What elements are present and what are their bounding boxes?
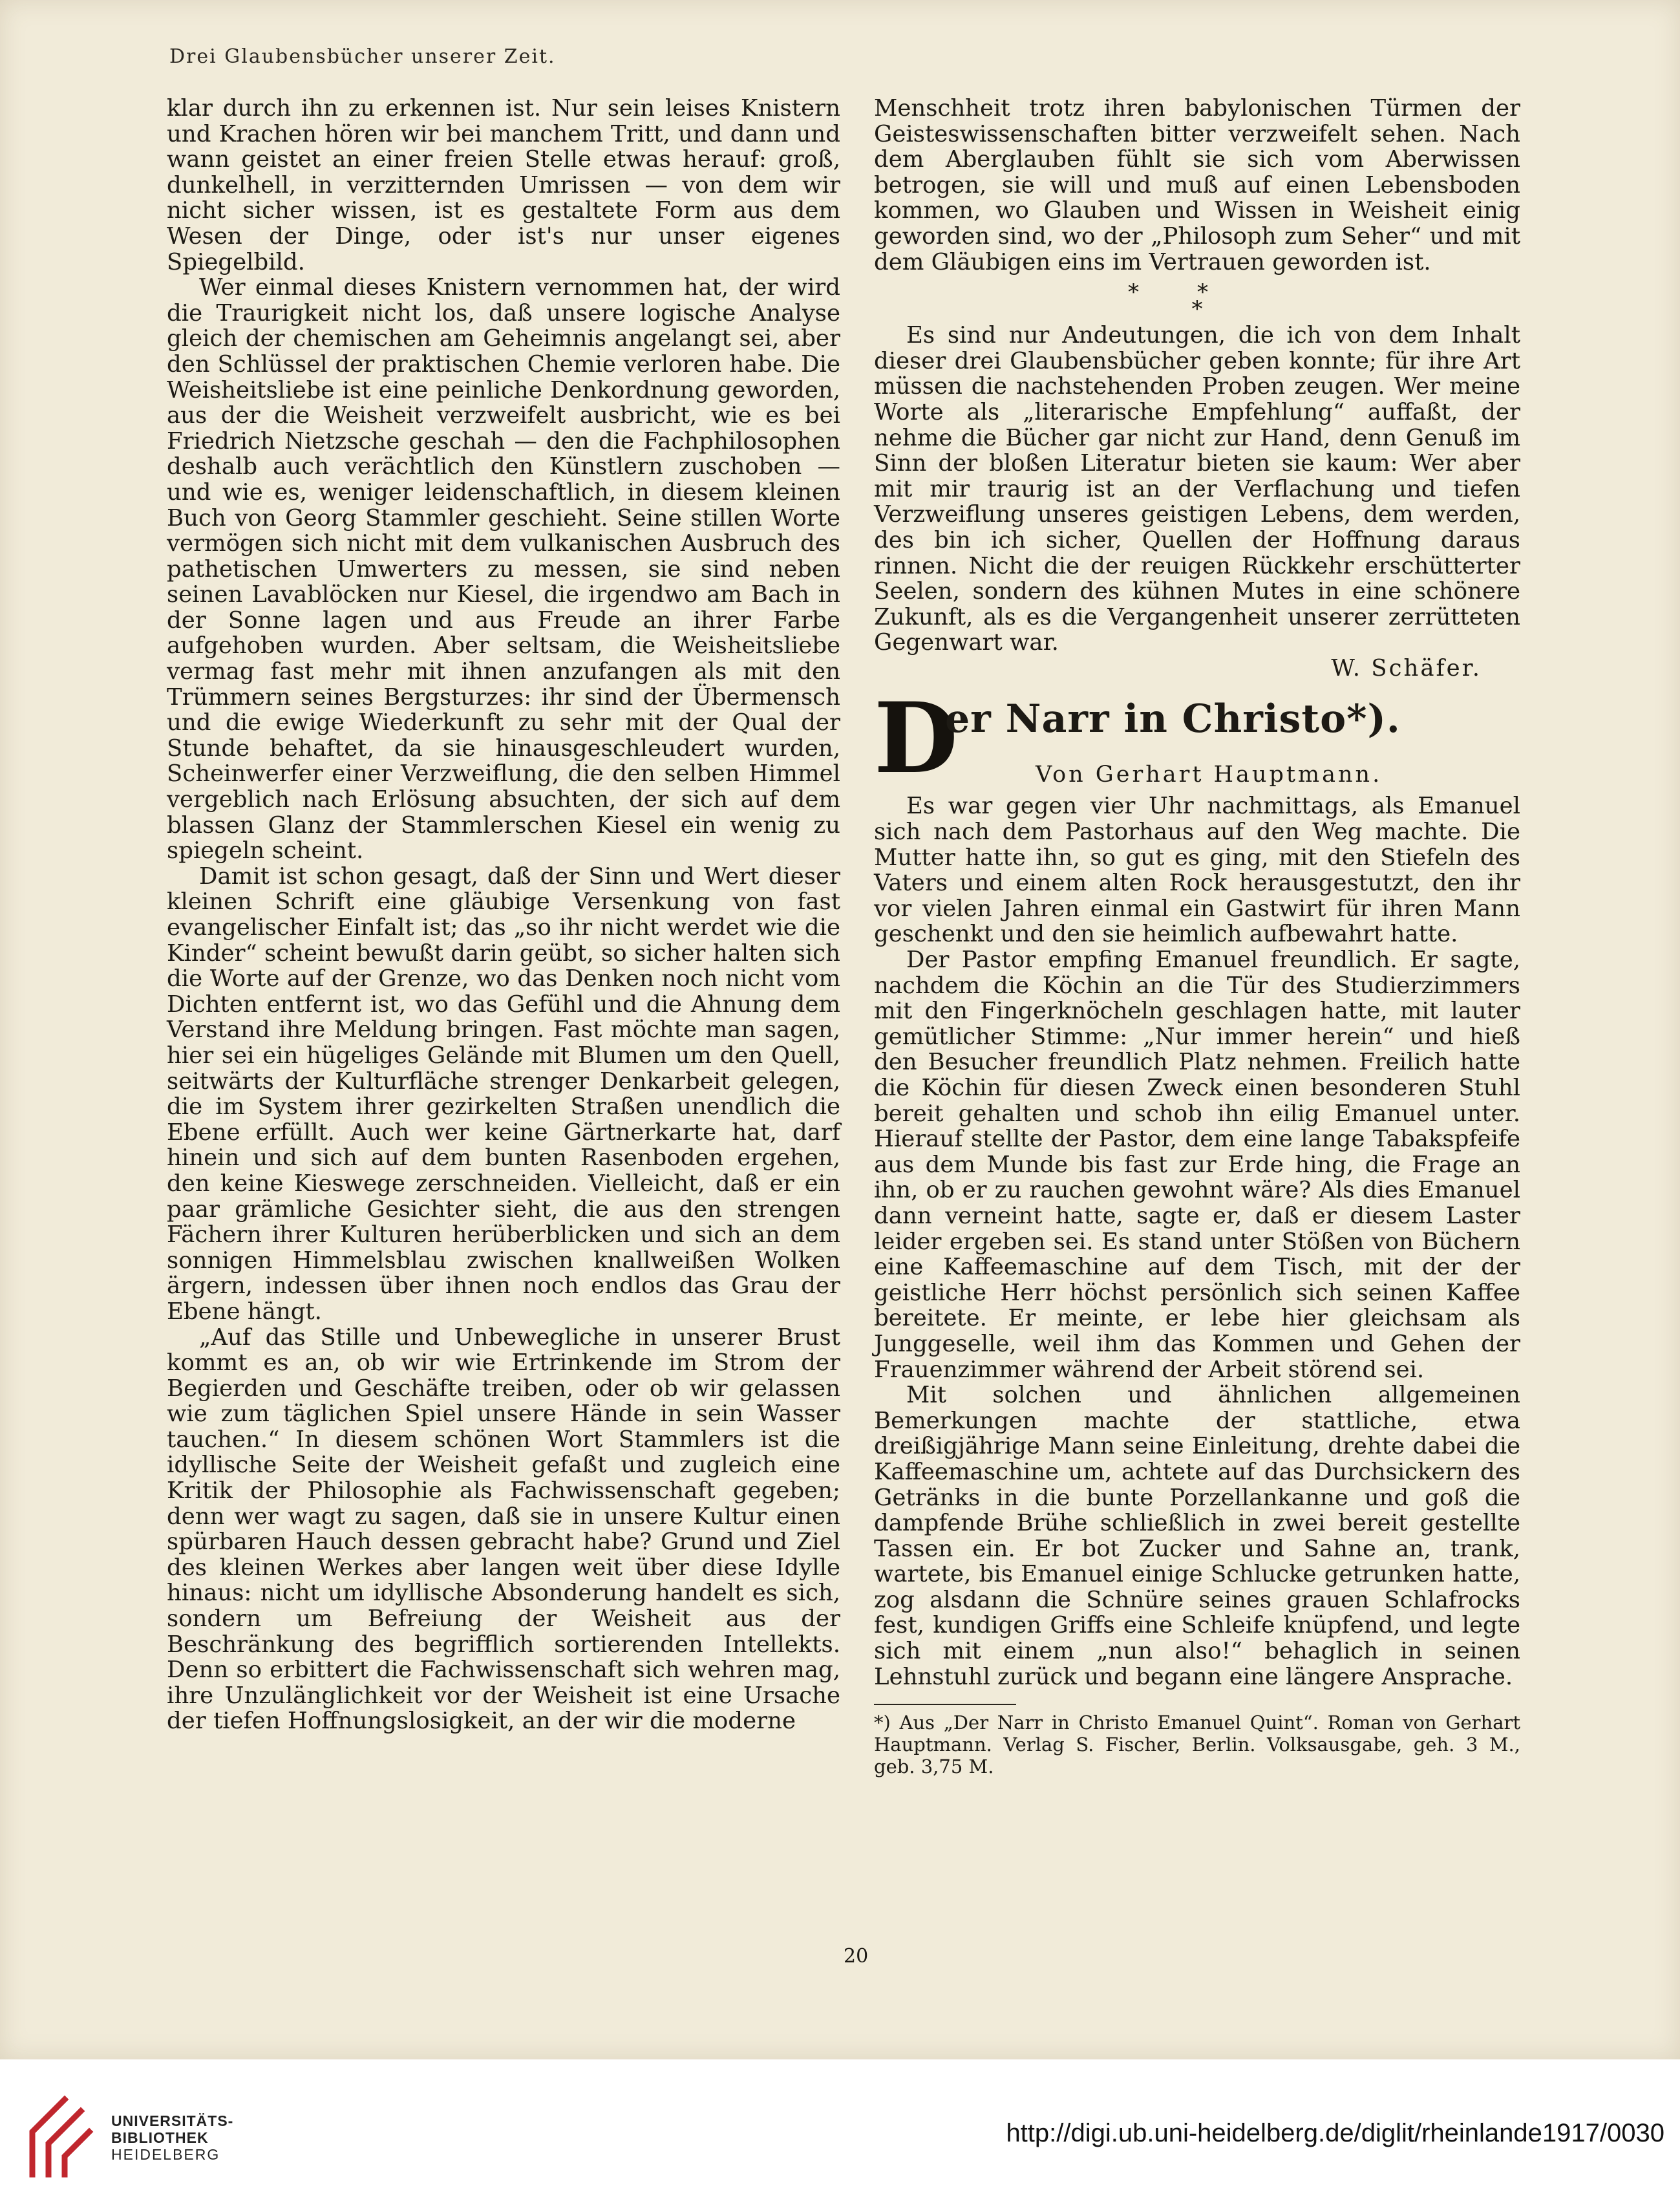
right-column: [874, 96, 1520, 1777]
left-column: [167, 96, 840, 1734]
author-signature: W. Schäfer.: [1331, 654, 1482, 682]
institution-line: BIBLIOTHEK: [111, 2129, 209, 2146]
star: *: [1191, 296, 1203, 323]
paragraph: Wer einmal dieses Knistern vernommen hat, der wird die Traurigkeit nicht los, daß unsere logische Analyse gleich der chemischen am Geheimnis angelangt sei, aber den Schlüssel der praktischen Chemie verloren habe. Die Weisheitsliebe ist eine peinliche Denkordnung geworden, aus der die Weisheit verzweifelt ausbricht, wie es bei Friedrich Nietzsche geschah — den die Fachphilosophen deshalb auch verächtlich den Künstlern zuschoben — und wie es, weniger leidenschaftlich, in diesem kleinen Buch von Georg Stammler geschieht. Seine stillen Worte vermögen sich nicht mit dem vulkanischen Ausbruch des pathetischen Umwerters zu messen, sie sind neben seinen Lavablöcken nur Kiesel, die irgendwo am Bach in der Sonne lagen und aus Freude an ihrer Farbe aufgehoben wurden. Aber seltsam, die Weisheitsliebe vermag fast mehr mit ihnen anzufangen als mit den Trümmern seines Bergsturzes: ihr sind der Übermensch und die ewige Wiederkunft zu sehr mit der Qual der Stunde behaftet, da sie hinausgeschleudert wurden, Scheinwerfer einer Verzweiflung, die den selben Himmel vergeblich nach Erlösung absuchten, der sich auf dem blassen Glanz der Stammlerschen Kiesel ein wenig zu spiegeln scheint.: [167, 274, 840, 864]
footnote-divider: [874, 1704, 1016, 1705]
article-byline: Von Gerhart Hauptmann.: [1036, 762, 1383, 788]
star: *: [1128, 279, 1197, 306]
article-title: er Narr in Christo*).: [945, 696, 1401, 742]
institution-name: [111, 2112, 233, 2163]
paragraph: Der Pastor empfing Emanuel freundlich. Er sagte, nachdem die Köchin an die Tür des Studierzimmers mit den Fingerknöcheln geschlagen hatte, mit lauter gemütlicher Stimme: „Nur immer herein“ und hieß den Besucher freundlich Platz nehmen. Freilich hatte die Köchin für diesen Zweck einen besonderen Stuhl bereit gehalten und schob ihn eilig Emanuel unter. Hierauf stellte der Pastor, dem eine lange Tabakspfeife aus dem Munde bis fast zur Erde hing, die Frage an ihn, ob er zu rauchen gewohnt wäre? Als dies Emanuel dann verneint hatte, sagte er, daß er diesem Laster leider ergeben sei. Es stand unter Stößen von Büchern eine Kaffeemaschine auf dem Tisch, mit der der geistliche Herr höchst persönlich sich seinen Kaffee bereitete. Er meinte, er lebe hier gleichsam als Junggeselle, weil ihm das Kommen und Gehen der Frauenzimmer während der Arbeit störend sei.: [874, 947, 1520, 1383]
drop-cap: D: [874, 682, 959, 796]
paragraph: klar durch ihn zu erkennen ist. Nur sein leises Knistern und Krachen hören wir bei manchem Tritt, und dann und wann geistet an einer freien Stelle etwas herauf: groß, dunkelhell, in verzitternden Umrissen — von dem wir nicht sicher wissen, ist es gestaltete Form aus dem Wesen der Dinge, oder ist's nur unser eigenes Spiegelbild.: [167, 95, 840, 275]
footnote: *) Aus „Der Narr in Christo Emanuel Quint“. Roman von Gerhart Hauptmann. Verlag S. Fischer, Berlin. Volksausgabe, geh. 3 M., geb. 3,75 M.: [874, 1712, 1520, 1778]
university-library-logo-icon[interactable]: [19, 2092, 97, 2182]
paragraph: Damit ist schon gesagt, daß der Sinn und Wert dieser kleinen Schrift eine gläubige Versenkung von fast evangelischer Einfalt ist; das „so ihr nicht werdet wie die Kinder“ scheint bewußt darin geübt, so sicher halten sich die Worte auf der Grenze, wo das Denken noch nicht vom Dichten entfernt ist, wo das Gefühl und die Ahnung dem Verstand ihre Meldung bringen. Fast möchte man sagen, hier sei ein hügeliges Gelände mit Blumen um den Quell, seitwärts der Kulturfläche strenger Denkarbeit gelegen, die im System ihrer gezirkelten Straßen unendlich die Ebene erfüllt. Auch wer keine Gärtnerkarte hat, darf hinein und sich auf dem bunten Rasenboden ergehen, den keine Kieswege zerschneiden. Vielleicht, daß er ein paar grämliche Gesichter sieht, die aus den strengen Fächern ihrer Kulturen herüberblicken und sich an dem sonnigen Himmelsblau zwischen knallweißen Wolken ärgern, indessen über ihnen noch endlos das Grau der Ebene hängt.: [167, 863, 840, 1325]
section-separator: [874, 279, 1520, 323]
paragraph: Es sind nur Andeutungen, die ich von dem Inhalt dieser drei Glaubensbücher geben konnte; für ihre Art müssen die nachstehenden Proben zeugen. Wer meine Worte als „literarische Empfehlung“ auffaßt, der nehme die Bücher gar nicht zur Hand, denn Genuß im Sinn der bloßen Literatur bieten sie kaum: Wer aber mit mir traurig ist an der Verflachung und tiefen Verzweiflung unseres geistigen Lebens, dem werden, des bin ich sicher, Quellen der Hoffnung daraus rinnen. Nicht die der reuigen Rückkehr erschütterter Seelen, sondern des kühnen Mutes in eine schönere Zukunft, als es die Vergangenheit unserer zerrütteten Gegenwart war.: [874, 322, 1520, 656]
paragraph: Es war gegen vier Uhr nachmittags, als Emanuel sich nach dem Pastorhaus auf den Weg machte. Die Mutter hatte ihn, so gut es ging, mit den Stiefeln des Vaters und einem alten Rock herausgestutzt, den ihr vor vielen Jahren einmal ein Gastwirt für ihren Mann geschenkt und den sie heimlich aufbewahrt hatte.: [874, 793, 1520, 948]
institution-line: UNIVERSITÄTS-: [111, 2112, 234, 2129]
institution-line: HEIDELBERG: [111, 2146, 220, 2163]
page-number: 20: [844, 1945, 869, 1968]
article-heading: [874, 682, 1520, 796]
digitization-footer: [0, 2059, 1680, 2212]
running-head: Drei Glaubensbücher unserer Zeit.: [169, 45, 556, 68]
paragraph: Mit solchen und ähnlichen allgemeinen Bemerkungen machte der stattliche, etwa dreißigjährige Mann seine Einleitung, drehte dabei die Kaffeemaschine um, achtete auf das Durchsickern des Getränks in die bunte Porzellankanne und goß die dampfende Brühe schließlich in zwei bereit gestellte Tassen ein. Er bot Zucker und Sahne an, trank, wartete, bis Emanuel einige Schlucke getrunken hatte, zog alsdann die Schnüre seines grauen Schlafrocks fest, kundigen Griffs eine Schleife knüpfend, und legte sich mit einem „nun also!“ behaglich in seinen Lehnstuhl zurück und begann eine längere Ansprache.: [874, 1382, 1520, 1690]
permalink-url[interactable]: http://digi.ub.uni-heidelberg.de/diglit/rheinlande1917/0030: [1006, 2119, 1664, 2147]
paragraph: Menschheit trotz ihren babylonischen Türmen der Geisteswissenschaften bitter verzweifelt sehen. Nach dem Aberglauben fühlt sie sich vom Aberwissen betrogen, sie will und muß auf einen Lebensboden kommen, wo Glauben und Wissen in Weisheit einig geworden sind, wo der „Philosoph zum Seher“ und mit dem Gläubigen eins im Vertrauen geworden ist.: [874, 95, 1520, 275]
star: *: [1197, 279, 1266, 306]
paragraph: „Auf das Stille und Unbewegliche in unserer Brust kommt es an, ob wir wie Ertrinkende im Strom der Begierden und Geschäfte treiben, oder ob wir gelassen wie zum täglichen Spiel unsere Hände in sein Wasser tauchen.“ In diesem schönen Wort Stammlers ist die idyllische Seite der Weisheit gefaßt und zugleich eine Kritik der Philosophie als Fachwissenschaft gegeben; denn wer wagt zu sagen, daß sie in unsere Kultur einen spürbaren Hauch dessen gebracht habe? Grund und Ziel des kleinen Werkes aber langen weit über diese Idylle hinaus: nicht um idyllische Absonderung handelt es sich, sondern um Befreiung der Weisheit aus der Beschränkung des begrifflich sortierenden Intellekts. Denn so erbittert die Fachwissenschaft sich wehren mag, ihre Unzulänglichkeit vor der Weisheit ist eine Ursache der tiefen Hoffnungslosigkeit, an der wir die moderne: [167, 1324, 840, 1735]
